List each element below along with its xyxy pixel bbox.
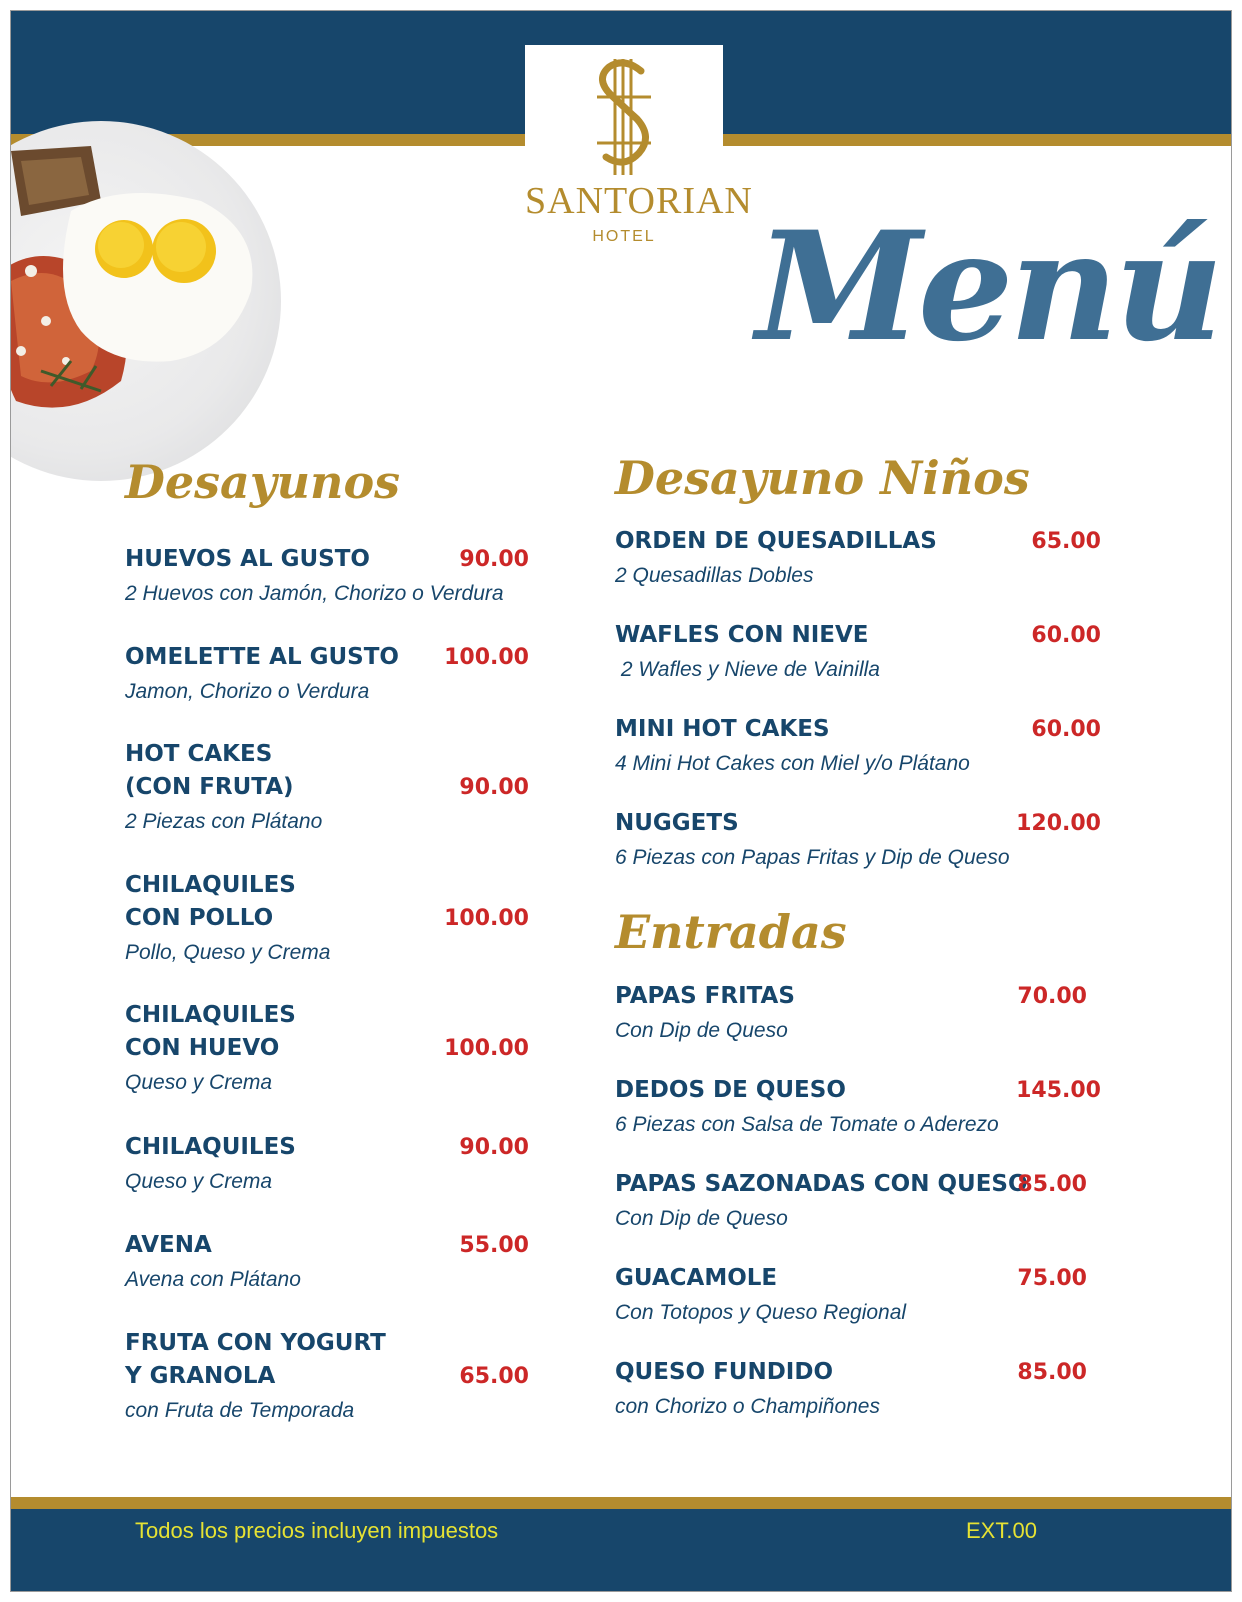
section-title-desayunos: Desayunos (125, 455, 401, 509)
item-price: 65.00 (459, 1364, 529, 1389)
item-description: con Chorizo o Champiñones (615, 1395, 880, 1418)
item-description: Con Totopos y Queso Regional (615, 1301, 907, 1324)
egg-yolk-left-highlight (98, 222, 144, 268)
item-name: CHILAQUILES (125, 1002, 296, 1028)
item-name: DEDOS DE QUESO (615, 1077, 846, 1103)
menu-item (615, 525, 937, 591)
cheese-crumb (25, 265, 37, 277)
egg-white-shape (63, 193, 252, 362)
menu-item (615, 1168, 1028, 1234)
food-illustration (10, 121, 281, 481)
menu-page (10, 10, 1232, 1592)
menu-item (125, 641, 399, 707)
item-name: FRUTA CON YOGURT (125, 1330, 386, 1356)
item-name: HUEVOS AL GUSTO (125, 546, 370, 572)
menu-item (615, 713, 970, 779)
item-description: con Fruta de Temporada (125, 1399, 355, 1422)
menu-title: Menú (756, 199, 1220, 375)
item-name: AVENA (125, 1232, 212, 1258)
item-price: 85.00 (1017, 1172, 1087, 1197)
menu-item (615, 1074, 999, 1140)
menu-item (615, 1262, 906, 1328)
item-description: 2 Huevos con Jamón, Chorizo o Verdura (125, 582, 504, 605)
menu-item (615, 980, 795, 1046)
brand-subtitle: HOTEL (592, 228, 656, 245)
item-price: 60.00 (1031, 623, 1101, 648)
item-price: 90.00 (459, 547, 529, 572)
item-price: 55.00 (459, 1233, 529, 1258)
brand-name: SANTORIAN (525, 180, 753, 222)
item-description: 2 Quesadillas Dobles (615, 564, 814, 587)
menu-item (615, 807, 1010, 873)
item-name: OMELETTE AL GUSTO (125, 644, 399, 670)
item-price: 90.00 (459, 775, 529, 800)
footer-gold-stripe (11, 1497, 1231, 1509)
item-description: Con Dip de Queso (615, 1207, 788, 1230)
item-description: 4 Mini Hot Cakes con Miel y/o Plátano (615, 752, 970, 775)
footer-extension: EXT.00 (966, 1518, 1037, 1543)
menu-item (125, 869, 330, 968)
item-name-line2: CON POLLO (125, 905, 274, 931)
item-name: GUACAMOLE (615, 1265, 778, 1291)
section-title-desayuno-ninos: Desayuno Niños (615, 451, 1030, 505)
item-description: 2 Piezas con Plátano (125, 810, 323, 833)
item-name: MINI HOT CAKES (615, 716, 830, 742)
item-name: CHILAQUILES (125, 1134, 296, 1160)
breakfast-plate-photo (10, 121, 281, 481)
section-title-entradas: Entradas (615, 905, 847, 959)
item-description: Jamon, Chorizo o Verdura (125, 680, 370, 703)
item-name: CHILAQUILES (125, 872, 296, 898)
hotel-logo (525, 45, 753, 260)
item-name-line2: Y GRANOLA (125, 1363, 276, 1389)
menu-item (125, 1327, 386, 1426)
item-description: Con Dip de Queso (615, 1019, 788, 1042)
menu-item (615, 619, 880, 685)
item-name: QUESO FUNDIDO (615, 1359, 833, 1385)
item-name-line2: CON HUEVO (125, 1035, 280, 1061)
item-name: ORDEN DE QUESADILLAS (615, 528, 937, 554)
item-name: WAFLES CON NIEVE (615, 622, 869, 648)
item-description: 2 Wafles y Nieve de Vainilla (615, 658, 880, 681)
item-description: Avena con Plátano (125, 1268, 301, 1291)
item-description: 6 Piezas con Salsa de Tomate o Aderezo (615, 1113, 999, 1136)
menu-item (615, 1356, 880, 1422)
item-name: HOT CAKES (125, 741, 273, 767)
item-price: 100.00 (444, 1036, 529, 1061)
item-price: 90.00 (459, 1135, 529, 1160)
item-name: NUGGETS (615, 810, 739, 836)
menu-item (125, 738, 322, 837)
item-name: PAPAS SAZONADAS CON QUESO (615, 1171, 1028, 1197)
item-price: 145.00 (1016, 1078, 1101, 1103)
item-price: 120.00 (1016, 811, 1101, 836)
item-price: 100.00 (444, 906, 529, 931)
item-price: 70.00 (1017, 984, 1087, 1009)
menu-item (125, 999, 296, 1098)
monogram-s-icon (593, 57, 655, 177)
item-price: 65.00 (1031, 529, 1101, 554)
item-price: 85.00 (1017, 1360, 1087, 1385)
item-name-line2: (CON FRUTA) (125, 774, 294, 800)
item-price: 100.00 (444, 645, 529, 670)
cheese-crumb (16, 346, 26, 356)
menu-item (125, 1131, 296, 1197)
item-description: 6 Piezas con Papas Fritas y Dip de Queso (615, 846, 1010, 869)
item-description: Queso y Crema (125, 1170, 273, 1193)
item-name: PAPAS FRITAS (615, 983, 795, 1009)
footer-tax-note: Todos los precios incluyen impuestos (135, 1518, 499, 1543)
item-price: 75.00 (1017, 1266, 1087, 1291)
cheese-crumb (41, 316, 51, 326)
item-description: Queso y Crema (125, 1071, 273, 1094)
item-description: Pollo, Queso y Crema (125, 941, 331, 964)
item-price: 60.00 (1031, 717, 1101, 742)
menu-item (125, 1229, 301, 1295)
egg-yolk-right-highlight (156, 222, 206, 272)
